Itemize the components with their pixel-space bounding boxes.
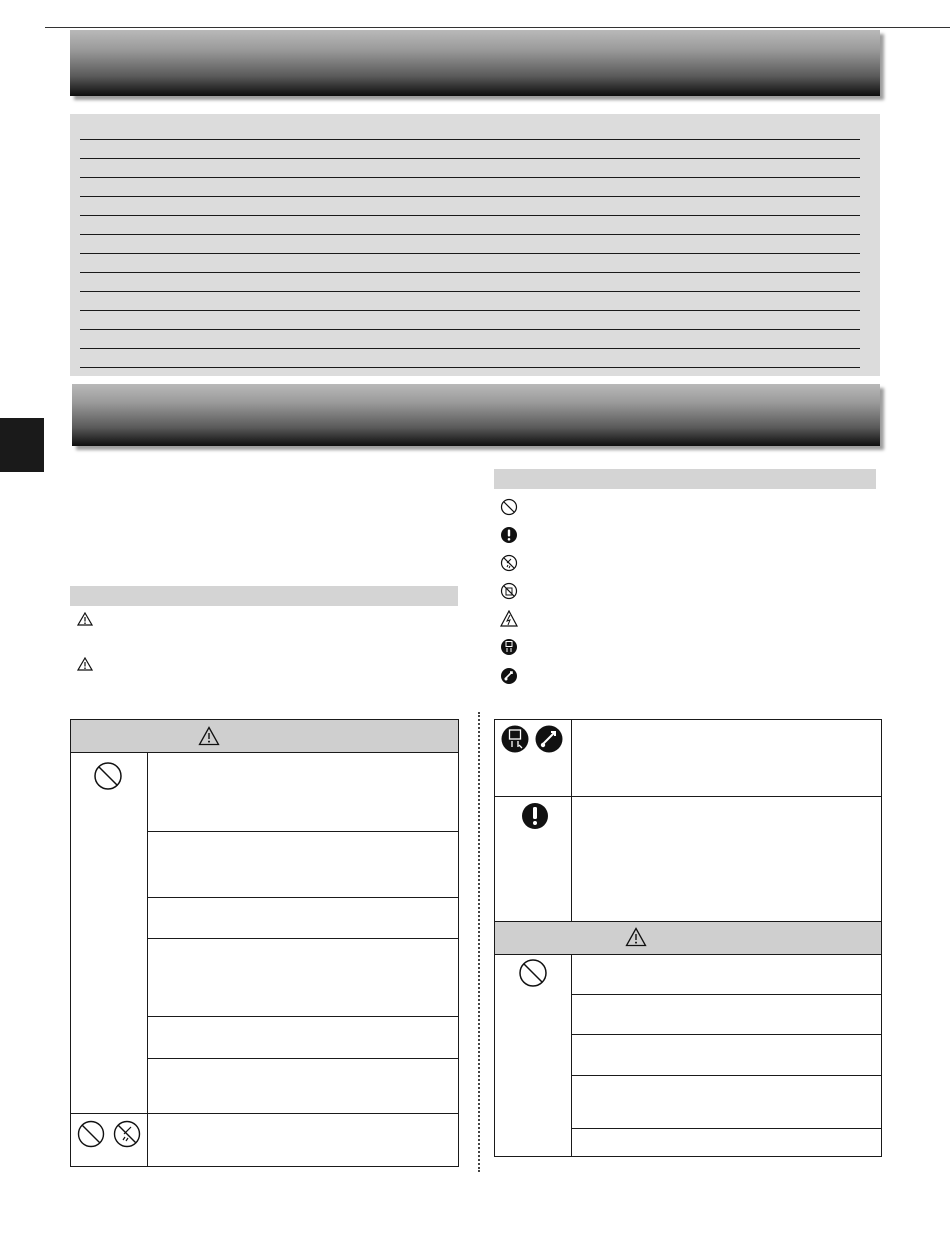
toc-line [80, 234, 860, 235]
column-rule [147, 752, 148, 1167]
toc-line [80, 158, 860, 159]
row-rule [147, 831, 458, 832]
toc-line [80, 367, 860, 368]
row-rule [147, 897, 458, 898]
caution-triangle-icon [77, 657, 93, 676]
toc-line [80, 253, 860, 254]
toc-line [80, 348, 860, 349]
ground-icon [500, 667, 518, 685]
row-rule [147, 1058, 458, 1059]
hazard-legend-heading [70, 586, 458, 606]
title-banner [70, 30, 880, 96]
row-rule [571, 1075, 881, 1076]
electric-shock-icon [500, 610, 518, 628]
no-wet-hands-icon [500, 582, 518, 600]
prohibited-icon [500, 498, 518, 516]
caution-triangle-icon [625, 927, 647, 947]
right-warning-table [494, 719, 882, 1157]
toc-line [80, 272, 860, 273]
toc-line [80, 310, 860, 311]
caution-table-header [495, 921, 881, 955]
unplug-icon [500, 638, 518, 656]
unplug-icon [501, 724, 529, 754]
contents-panel [70, 114, 880, 376]
row-rule [147, 1016, 458, 1017]
toc-line [80, 329, 860, 330]
mandatory-icon [500, 526, 518, 544]
ground-icon [535, 724, 563, 754]
prohibited-icon [518, 958, 548, 988]
row-rule [147, 938, 458, 939]
row-rule [571, 1034, 881, 1035]
toc-line [80, 215, 860, 216]
no-water-icon [500, 554, 518, 572]
side-tab[interactable] [0, 418, 44, 472]
mandatory-icon [521, 802, 549, 830]
row-rule [495, 796, 881, 797]
column-rule [571, 720, 572, 921]
toc-line [80, 139, 860, 140]
prohibited-icon [77, 1120, 105, 1148]
safety-banner [72, 384, 880, 446]
warning-triangle-icon [198, 726, 220, 746]
warning-table [70, 719, 459, 1167]
toc-line [80, 291, 860, 292]
top-rule [45, 27, 950, 28]
no-water-icon [113, 1120, 141, 1148]
symbol-legend-heading [494, 469, 876, 489]
row-rule [571, 1128, 881, 1129]
row-rule [71, 1113, 458, 1114]
intro-text [72, 468, 458, 568]
warning-triangle-icon [77, 612, 93, 631]
toc-line [80, 177, 860, 178]
warning-table-header [71, 720, 458, 753]
row-rule [571, 994, 881, 995]
column-divider [478, 712, 480, 1172]
prohibited-icon [93, 761, 123, 791]
column-rule [571, 954, 572, 1157]
toc-line [80, 196, 860, 197]
